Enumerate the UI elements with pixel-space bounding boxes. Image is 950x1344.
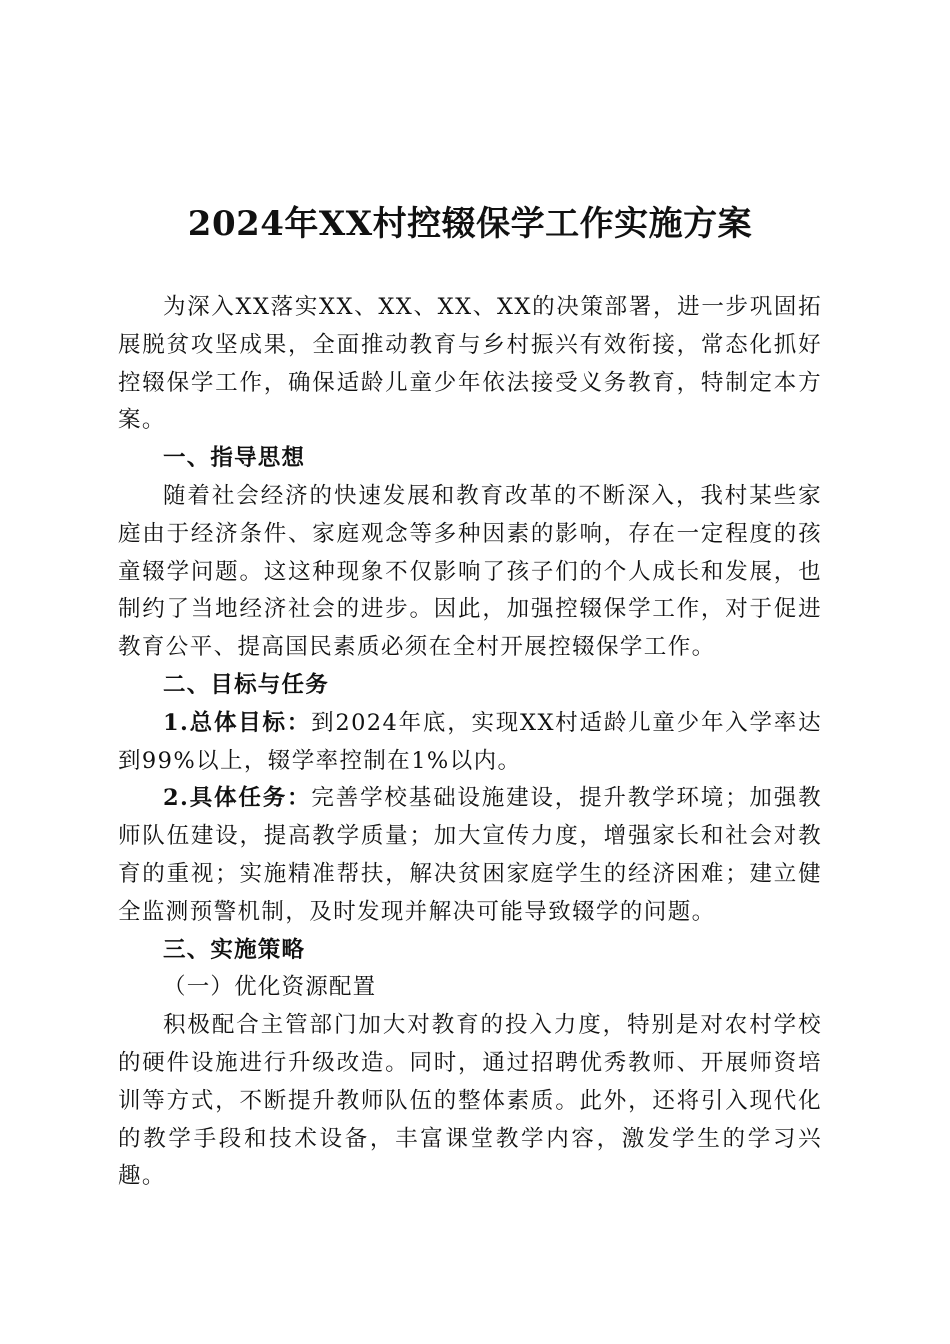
section-heading-strategy: 三、实施策略	[163, 936, 306, 963]
section-heading-guiding-ideology: 一、指导思想	[163, 445, 306, 472]
document-title: 2024年XX村控辍保学工作实施方案	[187, 204, 753, 244]
goal-item-overall-label: 1.总体目标：	[163, 709, 312, 736]
goal-item-overall-text: 到2024年底，实现XX村适龄儿童少年入学率达到99%以上，辍学率控制在1%以内。	[118, 709, 822, 774]
document-body	[118, 289, 822, 1196]
subsection-heading-resources: （一）优化资源配置	[163, 974, 377, 1001]
section-heading-goals-tasks: 二、目标与任务	[163, 671, 329, 698]
goal-item-specific-text: 完善学校基础设施建设，提升教学环境；加强教师队伍建设，提高教学质量；加大宣传力度，增强家长和社会对教育的重视；实施精准帮扶，解决贫困家庭学生的经济困难；建立健全监测预警机制，及时发现并解决可能导致辍学的问题。	[118, 785, 822, 925]
subsection-paragraph-resources: 积极配合主管部门加大对教育的投入力度，特别是对农村学校的硬件设施进行升级改造。同时，通过招聘优秀教师、开展师资培训等方式，不断提升教师队伍的整体素质。此外，还将引入现代化的教学手段和技术设备，丰富课堂教学内容，激发学生的学习兴趣。	[118, 1012, 822, 1190]
section-paragraph-guiding-ideology: 随着社会经济的快速发展和教育改革的不断深入，我村某些家庭由于经济条件、家庭观念等多种因素的影响，存在一定程度的孩童辍学问题。这这种现象不仅影响了孩子们的个人成长和发展，也制约了当地经济社会的进步。因此，加强控辍保学工作，对于促进教育公平、提高国民素质必须在全村开展控辍保学工作。	[118, 482, 822, 661]
goal-item-overall	[118, 705, 822, 781]
goal-item-specific	[118, 780, 822, 931]
intro-paragraph: 为深入XX落实XX、XX、XX、XX的决策部署，进一步巩固拓展脱贫攻坚成果，全面推动教育与乡村振兴有效衔接，常态化抓好控辍保学工作，确保适龄儿童少年依法接受义务教育，特制定本方案。	[118, 294, 822, 434]
goal-item-specific-label: 2.具体任务：	[163, 785, 312, 812]
